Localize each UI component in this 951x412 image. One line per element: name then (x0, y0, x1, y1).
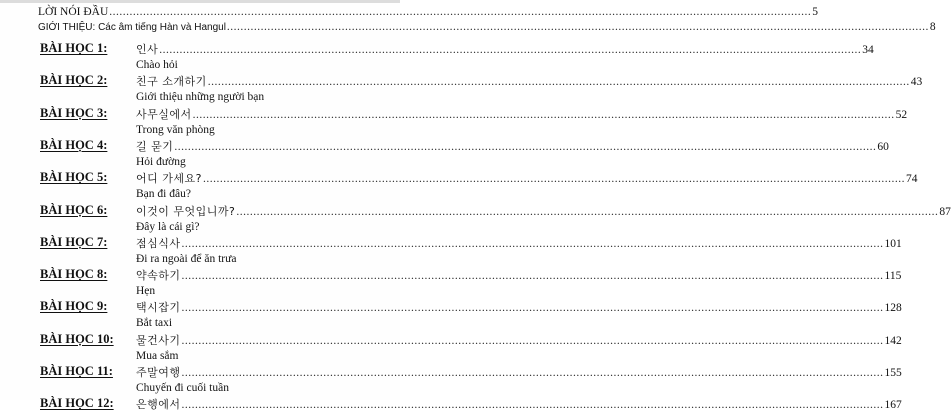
lesson-title-line (136, 332, 902, 348)
toc-entry-introduction (38, 21, 936, 33)
lesson-title-line (136, 106, 908, 122)
toc-page-number: 43 (910, 76, 923, 89)
dot-leader (203, 173, 905, 185)
lesson-title-line (136, 170, 918, 186)
toc-page-number: 155 (884, 367, 902, 379)
lesson-vietnamese-title: Đi ra ngoài để ăn trưa (136, 252, 237, 265)
lesson-number-label: BÀI HỌC 11: (40, 364, 113, 378)
lesson-korean-title: 친구 소개하기 (136, 75, 207, 89)
dot-leader (236, 206, 938, 218)
dot-leader (182, 335, 884, 347)
toc-page-number: 60 (877, 140, 889, 153)
lesson-korean-title: 은행에서 (136, 398, 181, 412)
lesson-korean-title: 약속하기 (136, 269, 181, 283)
lesson-number-label: BÀI HỌC 7: (40, 234, 108, 249)
toc-page-number: 74 (905, 173, 918, 186)
lesson-korean-title: 물건사기 (136, 333, 181, 347)
lesson-vietnamese-title: Bắt taxi (136, 317, 173, 330)
toc-page-number: 142 (884, 334, 902, 347)
toc-page-number: 167 (884, 399, 902, 412)
lesson-number-label: BÀI HỌC 9: (40, 299, 108, 314)
lesson-number-label: BÀI HỌC 1: (40, 41, 108, 55)
lesson-number-label: BÀI HỌC 3: (40, 105, 108, 120)
dot-leader (182, 238, 884, 250)
lesson-number-label: BÀI HỌC 6: (40, 202, 108, 217)
lesson-title-line (136, 267, 902, 283)
lesson-title-line (136, 299, 902, 315)
lesson-vietnamese-title: Giới thiệu những người bạn (136, 91, 265, 104)
lesson-title-line (136, 41, 874, 57)
lesson-korean-title: 사무실에서 (136, 107, 192, 121)
dot-leader (193, 109, 895, 121)
dot-leader (159, 44, 861, 56)
dot-leader (174, 141, 876, 153)
lesson-number-label: BÀI HỌC 4: (40, 137, 108, 152)
lesson-title-line (136, 138, 889, 154)
toc-entry-title: GIỚI THIỆU: Các âm tiếng Hàn và Hangul (38, 22, 226, 33)
lesson-number-label: BÀI HỌC 10: (40, 331, 114, 346)
toc-page-number: 87 (939, 205, 951, 218)
lesson-number-label: BÀI HỌC 5: (40, 170, 108, 185)
dot-leader (182, 399, 884, 411)
dot-leader (208, 76, 910, 88)
lesson-title-line (136, 364, 902, 380)
dot-leader (109, 6, 811, 18)
lesson-vietnamese-title: Chào hỏi (136, 59, 178, 71)
lesson-korean-title: 택시잡기 (136, 301, 181, 315)
toc-entry-preface (38, 6, 819, 18)
dot-leader (182, 302, 884, 314)
lesson-korean-title: 점심식사 (136, 236, 181, 250)
lesson-korean-title: 어디 가세요? (136, 172, 202, 186)
toc-page-number: 115 (884, 270, 902, 283)
lesson-title-line (136, 73, 923, 89)
lesson-title-line (136, 203, 951, 219)
lesson-vietnamese-title: Hỏi đường (136, 155, 186, 168)
dot-leader (182, 367, 884, 379)
toc-entry-title: LỜI NÓI ĐẦU (38, 6, 109, 18)
lesson-vietnamese-title: Trong văn phòng (136, 123, 215, 136)
dot-leader (227, 21, 929, 33)
toc-page-number: 8 (929, 21, 936, 33)
toc-page-number: 101 (884, 237, 902, 250)
lesson-vietnamese-title: Đây là cái gì? (136, 220, 200, 233)
lesson-title-line (136, 235, 902, 251)
page-top-edge (0, 0, 400, 3)
lesson-vietnamese-title: Hẹn (136, 285, 156, 298)
lesson-korean-title: 주말여행 (136, 366, 181, 379)
lesson-number-label: BÀI HỌC 12: (40, 396, 114, 411)
toc-page-number: 52 (895, 108, 908, 121)
lesson-korean-title: 길 묻기 (136, 139, 174, 153)
toc-page-number: 34 (862, 44, 874, 56)
toc-page-number: 5 (812, 6, 819, 18)
lesson-number-label: BÀI HỌC 2: (40, 73, 108, 88)
dot-leader (182, 270, 884, 282)
lesson-number-label: BÀI HỌC 8: (40, 267, 108, 282)
lesson-vietnamese-title: Bạn đi đâu? (136, 188, 191, 201)
lesson-vietnamese-title: Mua sắm (136, 349, 179, 362)
lesson-korean-title: 인사 (136, 43, 159, 56)
toc-page-number: 128 (884, 302, 902, 315)
lesson-vietnamese-title: Chuyến đi cuối tuần (136, 382, 229, 394)
lesson-korean-title: 이것이 무엇입니까? (136, 204, 236, 218)
lesson-title-line (136, 396, 902, 412)
